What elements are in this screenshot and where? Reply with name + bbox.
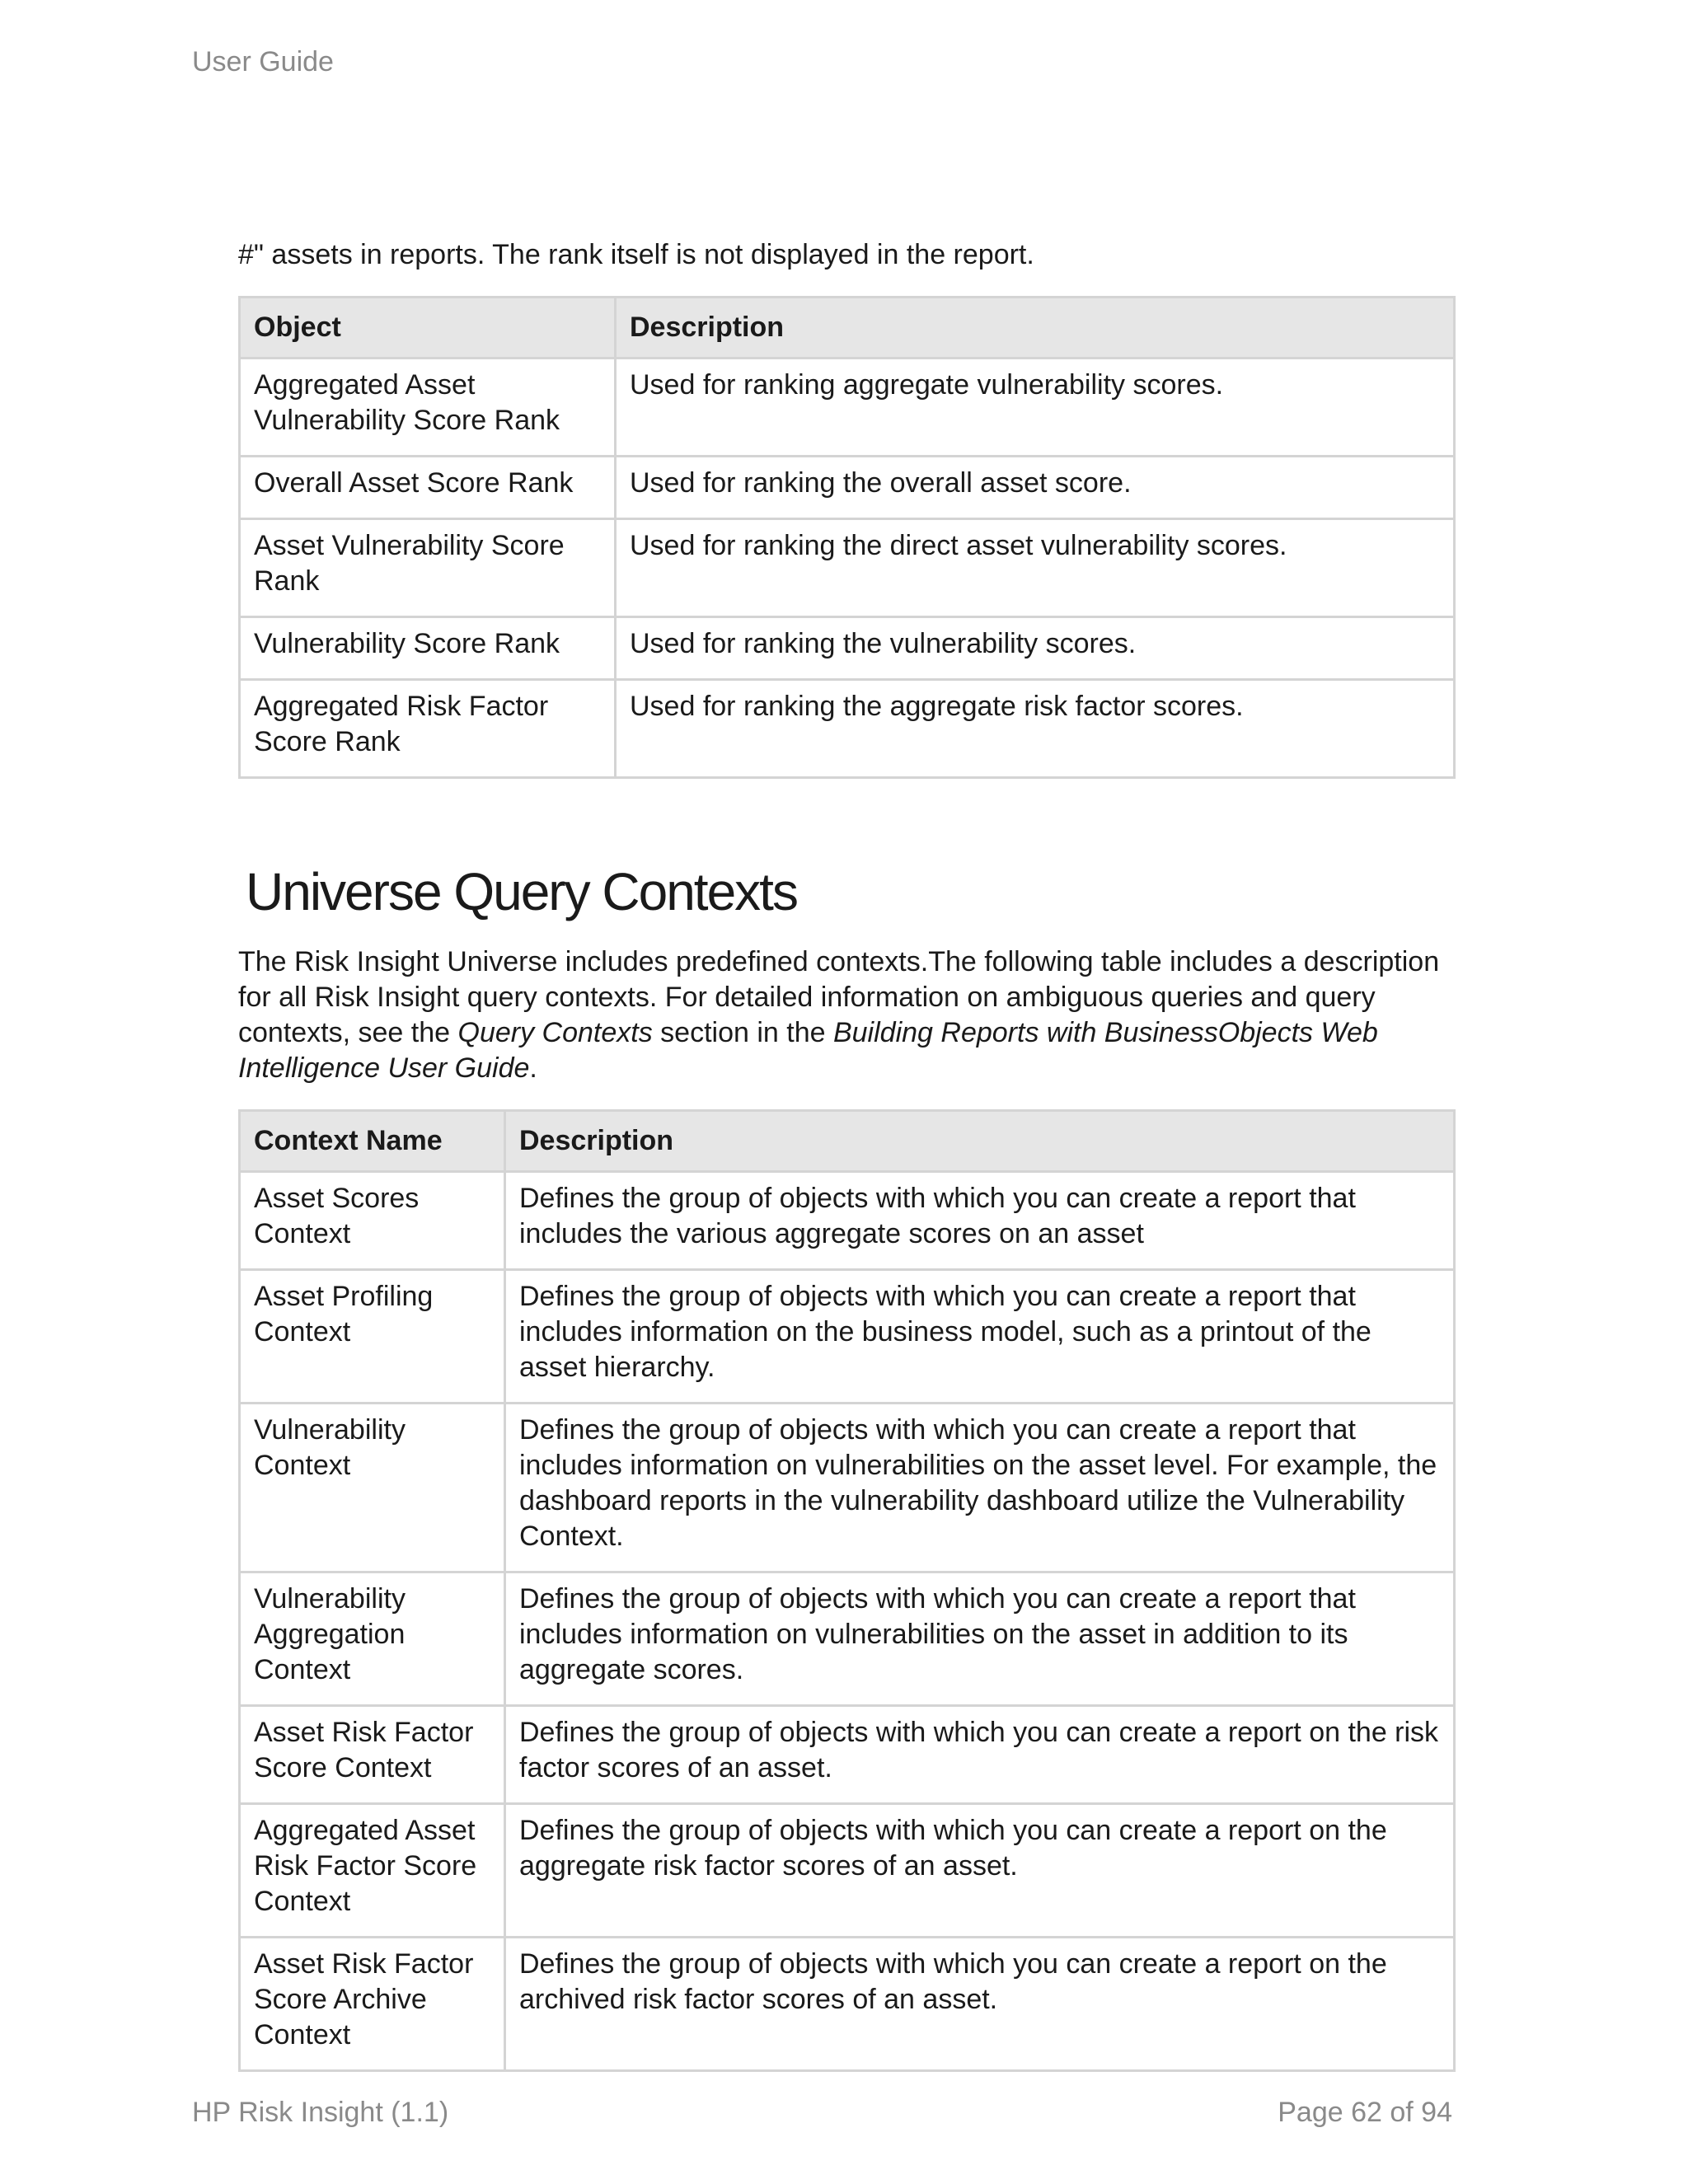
table-row (240, 1572, 1455, 1706)
context-description: Defines the group of objects with which you can create a report on the archived risk factor scores of an asset. (505, 1938, 1455, 2071)
context-name: Vulnerability Aggregation Context (240, 1572, 505, 1706)
context-name: Asset Scores Context (240, 1172, 505, 1270)
context-description: Defines the group of objects with which you can create a report on the aggregate risk factor scores of an asset. (505, 1804, 1455, 1938)
intro-italic-reference: Query Contexts (457, 1017, 653, 1048)
footer-product-name: HP Risk Insight (1.1) (192, 2097, 449, 2128)
object-description: Used for ranking the vulnerability scores. (616, 617, 1455, 680)
table-header-row (240, 298, 1455, 359)
table-row (240, 680, 1455, 778)
running-header: User Guide (192, 46, 334, 77)
context-description: Defines the group of objects with which you can create a report that includes the various aggregate scores on an asset (505, 1172, 1455, 1270)
object-name: Overall Asset Score Rank (240, 457, 616, 519)
intro-text: section in the (652, 1017, 833, 1048)
context-description: Defines the group of objects with which you can create a report that includes information on the business model, such as a printout of the asset hierarchy. (505, 1270, 1455, 1404)
section-heading: Universe Query Contexts (246, 862, 797, 921)
table-row (240, 1172, 1455, 1270)
continuation-text: #" assets in reports. The rank itself is not displayed in the report. (238, 239, 1034, 270)
column-header-context-name: Context Name (240, 1111, 505, 1172)
object-description: Used for ranking aggregate vulnerability scores. (616, 359, 1455, 457)
intro-paragraph (238, 944, 1458, 1086)
context-name: Asset Risk Factor Score Archive Context (240, 1938, 505, 2071)
table-row (240, 359, 1455, 457)
column-header-description: Description (505, 1111, 1455, 1172)
table-row (240, 1706, 1455, 1804)
object-description: Used for ranking the direct asset vulnerability scores. (616, 519, 1455, 617)
object-name: Aggregated Risk Factor Score Rank (240, 680, 616, 778)
object-name: Vulnerability Score Rank (240, 617, 616, 680)
intro-text: The Risk Insight Universe includes predefined contexts.The following table includes a description for all Risk Insight query contexts. For detailed information on ambiguous queries and query contexts, see the (238, 946, 1440, 1048)
table-row (240, 519, 1455, 617)
context-name: Vulnerability Context (240, 1404, 505, 1572)
object-name: Aggregated Asset Vulnerability Score Rank (240, 359, 616, 457)
context-description: Defines the group of objects with which you can create a report that includes information on vulnerabilities on the asset level. For example, the dashboard reports in the vulnerability dashboard utilize the Vulnerability Context. (505, 1404, 1455, 1572)
context-name: Asset Profiling Context (240, 1270, 505, 1404)
table-row (240, 617, 1455, 680)
table-row (240, 1938, 1455, 2071)
object-name: Asset Vulnerability Score Rank (240, 519, 616, 617)
object-description: Used for ranking the overall asset score. (616, 457, 1455, 519)
table-row (240, 1804, 1455, 1938)
query-contexts-table (238, 1109, 1456, 2072)
table-row (240, 1404, 1455, 1572)
context-name: Aggregated Asset Risk Factor Score Context (240, 1804, 505, 1938)
footer-page-number: Page 62 of 94 (1278, 2097, 1452, 2128)
table-row (240, 1270, 1455, 1404)
table-header-row (240, 1111, 1455, 1172)
intro-italic-guide-title: Building Reports with BusinessObjects Web Intelligence User Guide (238, 1017, 1378, 1084)
column-header-description: Description (616, 298, 1455, 359)
intro-text: . (529, 1052, 537, 1084)
context-name: Asset Risk Factor Score Context (240, 1706, 505, 1804)
context-description: Defines the group of objects with which you can create a report that includes information on vulnerabilities on the asset in addition to its aggregate scores. (505, 1572, 1455, 1706)
rank-objects-table (238, 296, 1456, 779)
context-description: Defines the group of objects with which you can create a report on the risk factor scores of an asset. (505, 1706, 1455, 1804)
table-row (240, 457, 1455, 519)
column-header-object: Object (240, 298, 616, 359)
object-description: Used for ranking the aggregate risk factor scores. (616, 680, 1455, 778)
